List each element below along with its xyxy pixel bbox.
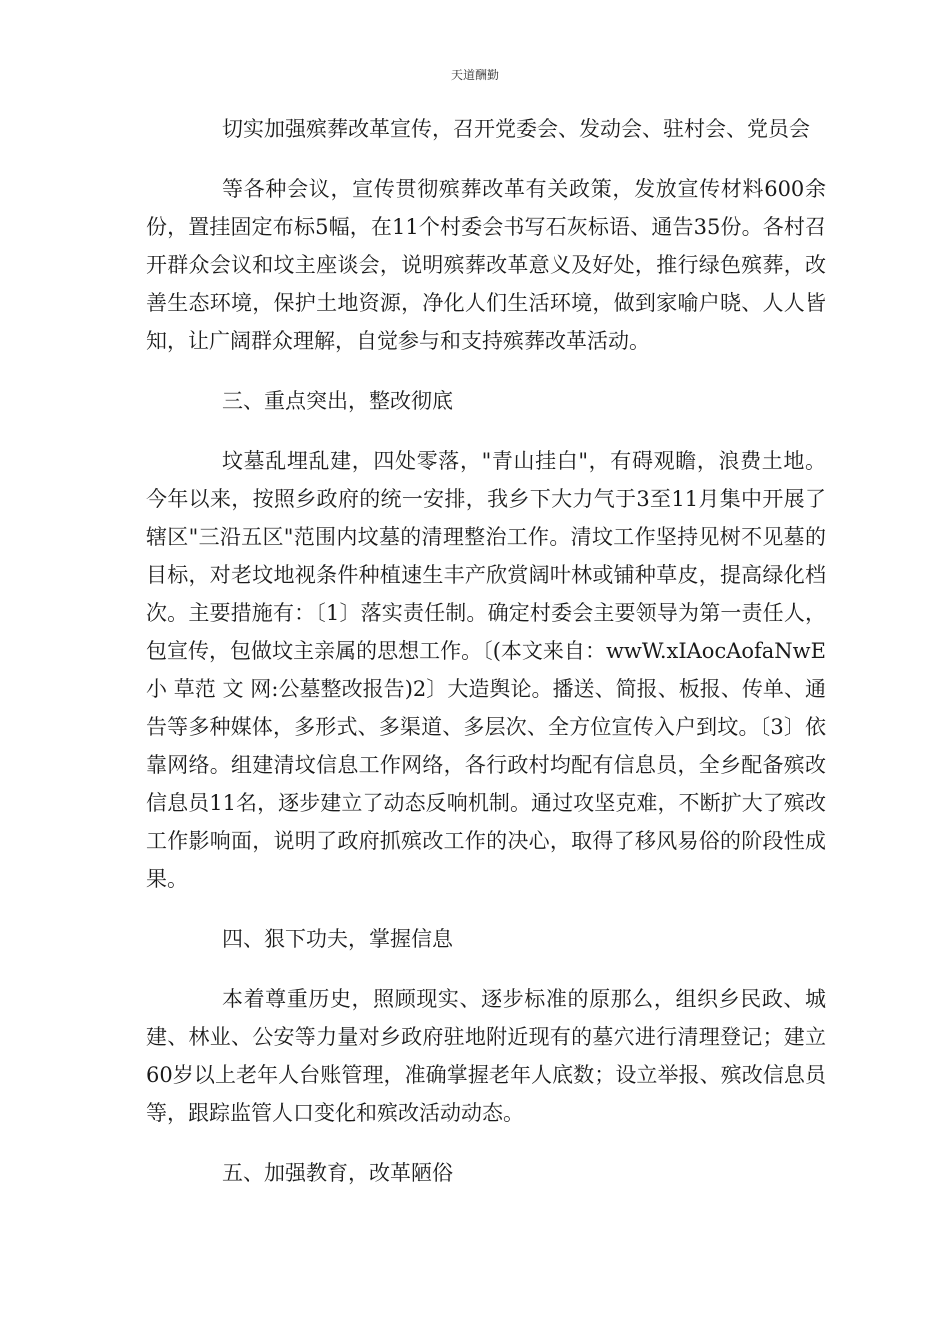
document-body bbox=[146, 110, 826, 1214]
paragraph-publicity-meetings: 切实加强殡葬改革宣传，召开党委会、发动会、驻村会、党员会 bbox=[222, 117, 810, 141]
section-heading-5: 五、加强教育，改革陋俗 bbox=[222, 1161, 453, 1185]
paragraph-publicity-details: 等各种会议，宣传贯彻殡葬改革有关政策，发放宣传材料600余份，置挂固定布标5幅，在11个村委会书写石灰标语、通告35份。各村召开群众会议和坟主座谈会，说明殡葬改革意义及好处，推行绿色殡葬，改善生态环境，保护土地资源，净化人们生活环境，做到家喻户晓、人人皆知，让广阔群众理解，自觉参与和支持殡葬改革活动。 bbox=[146, 177, 826, 353]
paragraph-information: 本着尊重历史，照顾现实、逐步标准的原那么，组织乡民政、城建、林业、公安等力量对乡政府驻地附近现有的墓穴进行清理登记；建立60岁以上老年人台账管理，准确掌握老年人底数；设立举报、殡改信息员等，跟踪监管人口变化和殡改活动动态。 bbox=[146, 987, 826, 1125]
section-heading-4: 四、狠下功夫，掌握信息 bbox=[222, 927, 453, 951]
paragraph-grave-cleanup: 坟墓乱埋乱建，四处零落，"青山挂白"，有碍观瞻，浪费土地。今年以来，按照乡政府的统一安排，我乡下大力气于3至11月集中开展了辖区"三沿五区"范围内坟墓的清理整治工作。清坟工作坚持见树不见墓的目标，对老坟地视条件种植速生丰产欣赏阔叶林或铺种草皮，提高绿化档次。主要措施有：〔1〕落实责任制。确定村委会主要领导为第一责任人，包宣传，包做坟主亲属的思想工作。〔(本文来自：wwW.xIAocAofaNwE 小 草范 文 网:公墓整改报告)2〕大造舆论。播送、简报、板报、传单、通告等多种媒体，多形式、多渠道、多层次、全方位宣传入户到坟。〔3〕依靠网络。组建清坟信息工作网络，各行政村均配有信息员，全乡配备殡改信息员11名，逐步建立了动态反响机制。通过攻坚克难，不断扩大了殡改工作影响面，说明了政府抓殡改工作的决心，取得了移风易俗的阶段性成果。 bbox=[146, 449, 826, 891]
page-header: 天道酬勤 bbox=[450, 68, 499, 82]
section-heading-3: 三、重点突出，整改彻底 bbox=[222, 389, 453, 413]
